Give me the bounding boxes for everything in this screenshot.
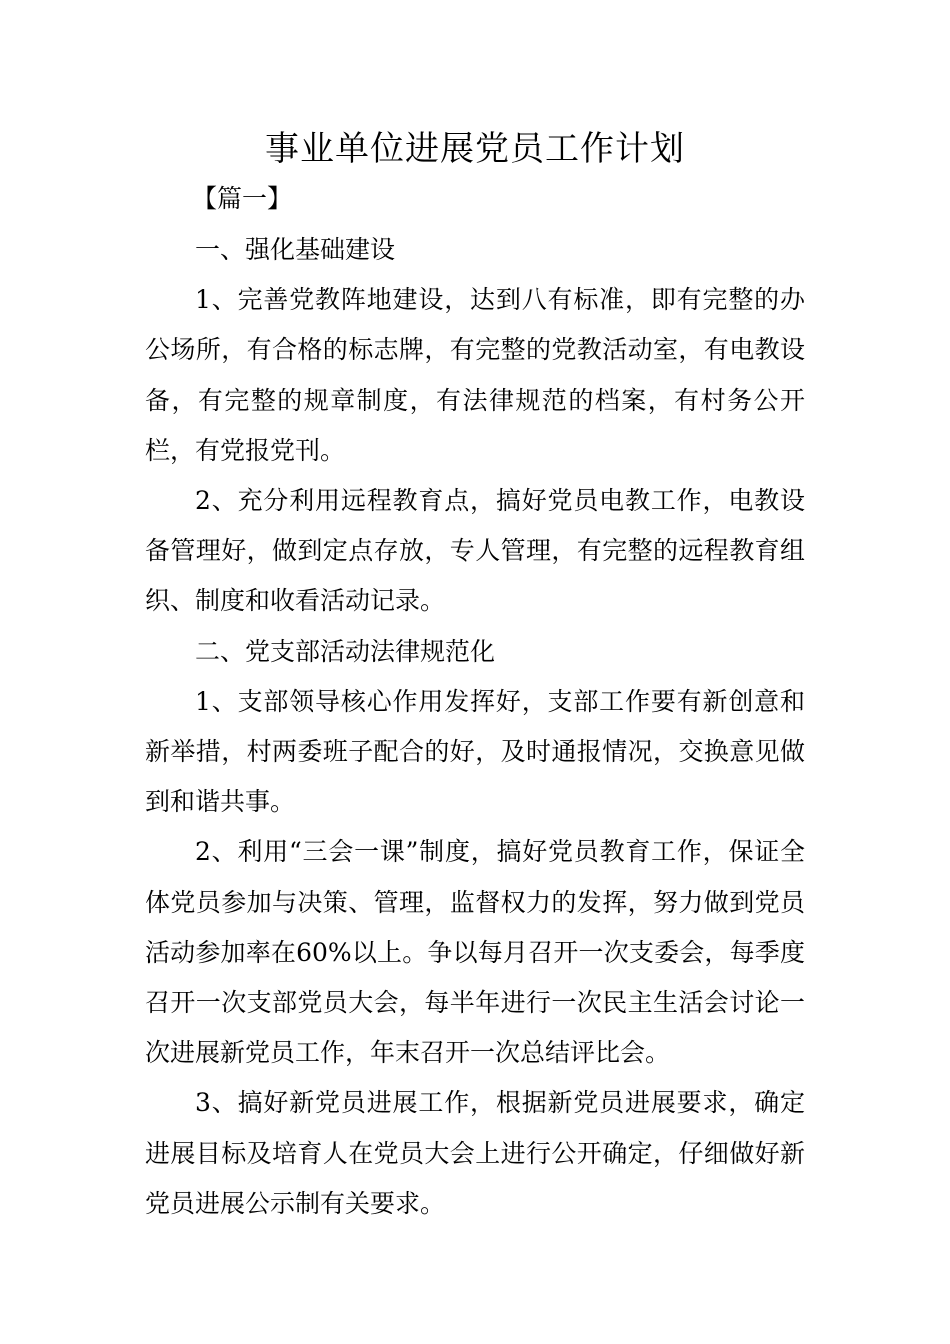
section-heading-1: 一、强化基础建设 <box>195 235 396 264</box>
section-tag: 【篇一】 <box>192 184 293 213</box>
document-title: 事业单位进展党员工作计划 <box>265 129 685 169</box>
paragraph-1-1: 1、完善党教阵地建设，达到八有标准，即有完整的办公场所，有合格的标志牌，有完整的党教活动室，有电教设备，有完整的规章制度，有法律规范的档案，有村务公开栏，有党报党刊。 <box>145 285 805 465</box>
paragraph-2-1: 1、支部领导核心作用发挥好，支部工作要有新创意和新举措，村两委班子配合的好，及时通报情况，交换意见做到和谐共事。 <box>145 686 805 817</box>
paragraph-2-3: 3、搞好新党员进展工作，根据新党员进展要求，确定进展目标及培育人在党员大会上进行公开确定，仔细做好新党员进展公示制有关要求。 <box>145 1088 805 1218</box>
document-body <box>145 225 805 1229</box>
section-heading-2: 二、党支部活动法律规范化 <box>195 636 496 666</box>
paragraph-2-2: 2、利用“三会一课”制度，搞好党员教育工作，保证全体党员参加与决策、管理，监督权力的发挥，努力做到党员活动参加率在60%以上。争以每月召开一次支委会，每季度召开一次支部党员大会，每半年进行一次民主生活会讨论一次进展新党员工作，年末召开一次总结评比会。 <box>145 837 805 1068</box>
paragraph-1-2: 2、充分利用远程教育点，搞好党员电教工作，电教设备管理好，做到定点存放，专人管理，有完整的远程教育组织、制度和收看活动记录。 <box>145 486 805 616</box>
